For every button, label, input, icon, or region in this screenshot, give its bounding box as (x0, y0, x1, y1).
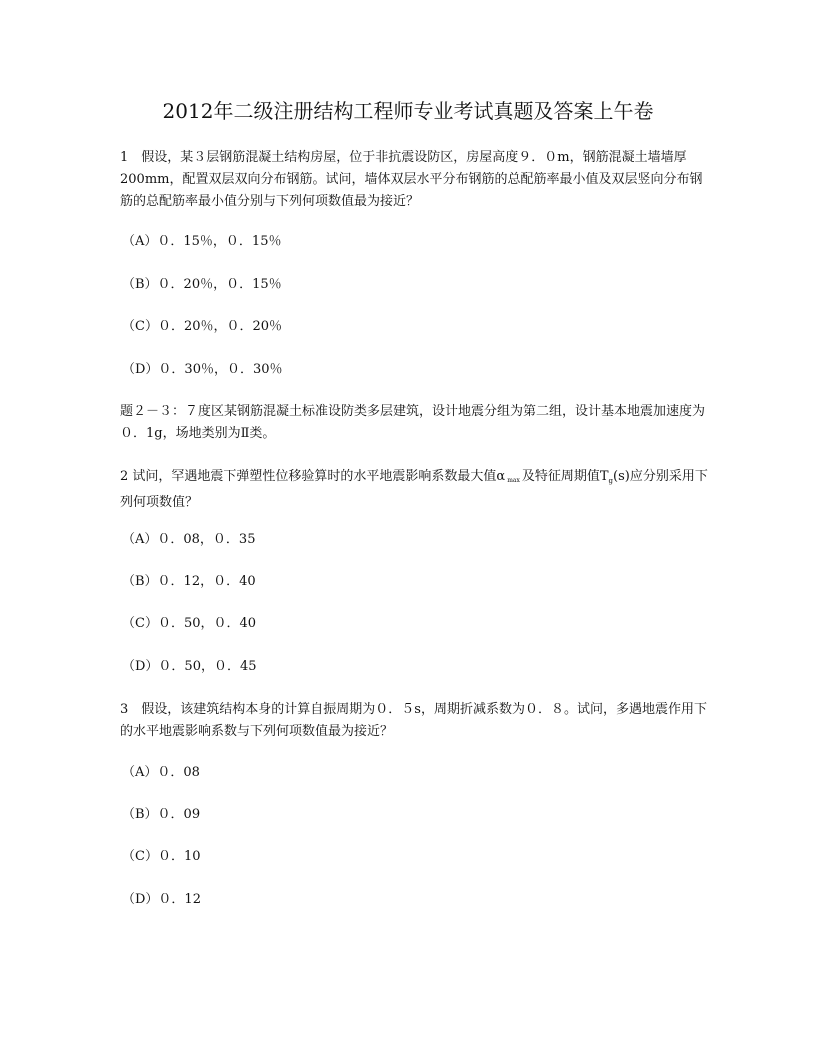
question-1-option-d: （D）０．30％，０．30％ (122, 362, 283, 377)
question-2-option-c: （C）０．50，０．40 (122, 616, 257, 631)
question-1-stem: 1 假设，某３层钢筋混凝土结构房屋，位于非抗震设防区，房屋高度９．０m，钢筋混凝土墙墙厚200mm，配置双层双向分布钢筋。试问，墙体双层水平分布钢筋的总配筋率最小值及双层竖向分布钢筋的总配筋率最小值分别与下列何项数值最为接近？ (120, 150, 703, 209)
question-group-intro: 题２－３：７度区某钢筋混凝土标准设防类多层建筑，设计地震分组为第二组，设计基本地震加速度为０．1g，场地类别为Ⅱ类。 (120, 404, 706, 441)
question-2-stem-part-b: 及特征周期值 (521, 469, 600, 484)
tg-symbol: T (599, 469, 609, 484)
page-title: 2012年二级注册结构工程师专业考试真题及答案上午卷 (162, 99, 654, 123)
question-2-option-a: （A）０．08，０．35 (122, 532, 256, 547)
question-2-stem-part-c: (s)应分别采用下列何项数值？ (120, 469, 708, 510)
alpha-subscript: max (507, 477, 520, 484)
question-3-option-c: （C）０．10 (122, 849, 201, 864)
tg-subscript: g (608, 477, 614, 485)
question-3-option-b: （B）０．09 (122, 807, 201, 822)
alpha-symbol: α (496, 469, 506, 484)
question-1-option-b: （B）０．20％，０．15％ (122, 277, 282, 292)
question-3-option-a: （A）０．08 (122, 765, 200, 780)
question-2-option-b: （B）０．12，０．40 (122, 574, 256, 589)
question-2-stem-part-a: 2 试问，罕遇地震下弹塑性位移验算时的水平地震影响系数最大值 (120, 469, 497, 484)
question-3-option-d: （D）０．12 (122, 892, 201, 907)
question-3-stem: 3 假设，该建筑结构本身的计算自振周期为０．５s，周期折减系数为０．８。试问，多遇地震作用下的水平地震影响系数与下列何项数值最为接近？ (120, 702, 707, 739)
question-2-stem (120, 466, 710, 514)
question-1-option-c: （C）０．20％，０．20％ (122, 319, 283, 334)
question-1-option-a: （A）０．15％，０．15％ (122, 234, 282, 249)
question-2-option-d: （D）０．50，０．45 (122, 659, 257, 674)
